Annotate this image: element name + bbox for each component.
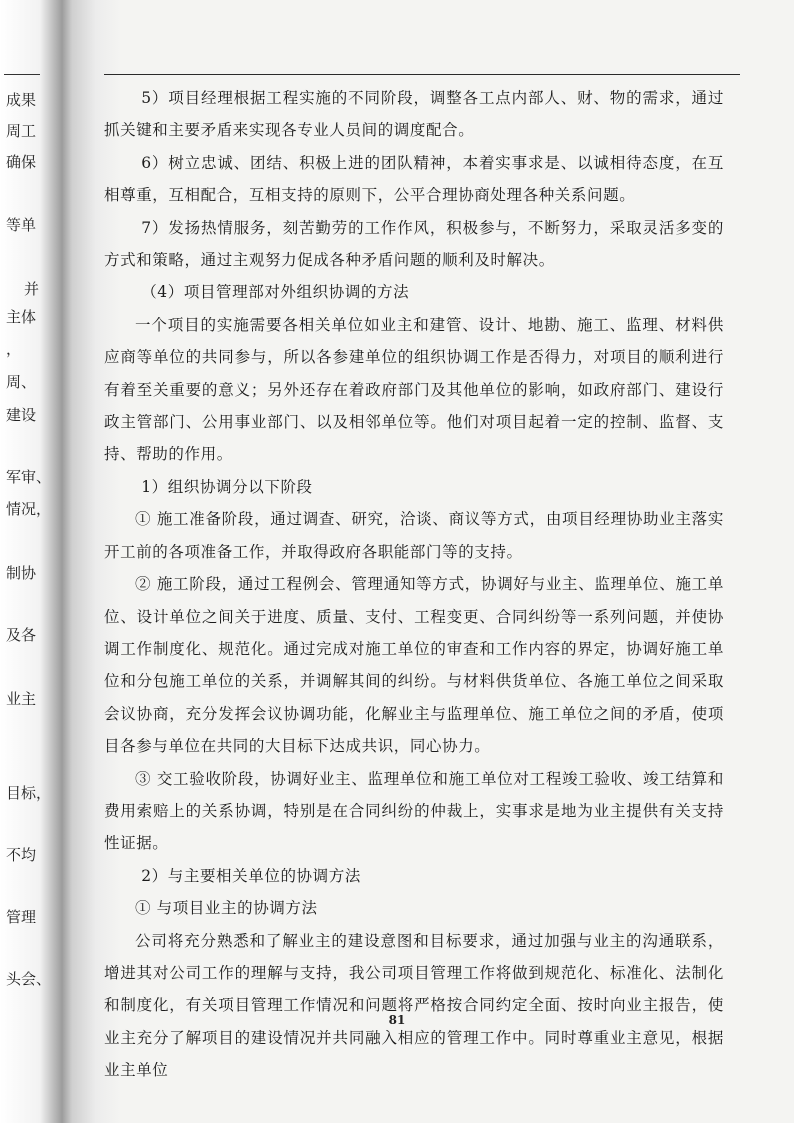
- section-heading: （4）项目管理部对外组织协调的方法: [141, 283, 410, 302]
- prev-fragment: 情况，: [6, 500, 52, 518]
- page-number: 81: [388, 1013, 406, 1027]
- prev-fragment: 不均: [6, 846, 37, 864]
- paragraph: ② 施工阶段，通过工程例会、管理通知等方式，协调好与业主、监理单位、施工单位、设计单位之间关于进度、质量、支付、工程变更、合同纠纷等一系列问题，并使协调工作制度化、规范化。通过完成对施工单位的审查和工作内容的界定，协调好施工单位和分包施工单位的关系，并调解其间的纠纷。与材料供货单位、各施工单位之间采取会议协商，充分发挥会议协调功能，化解业主与监理单位、施工单位之间的矛盾，使项目各参与单位在共同的大目标下达成共识，同心协力。: [104, 575, 724, 756]
- prev-fragment: 头会、: [6, 970, 52, 988]
- prev-fragment: 周、: [6, 373, 37, 391]
- prev-fragment: 等单: [6, 216, 37, 234]
- paragraph: 5）项目经理根据工程实施的不同阶段，调整各工点内部人、财、物的需求，通过抓关键和主要矛盾来实现各专业人员间的调度配合。: [104, 89, 724, 140]
- prev-fragment: 军审、: [6, 468, 52, 486]
- paragraph: 7）发扬热情服务，刻苦勤劳的工作作风，积极参与，不断努力，采取灵活多变的方式和策略，通过主观努力促成各种矛盾问题的顺利及时解决。: [104, 218, 724, 270]
- subsection-heading: 1）组织协调分以下阶段: [141, 477, 313, 496]
- prev-fragment: 建设: [6, 406, 37, 424]
- paragraph: ① 施工准备阶段，通过调查、研究，洽谈、商议等方式，由项目经理协助业主落实开工前的各项准备工作，并取得政府各职能部门等的支持。: [104, 510, 724, 561]
- prev-fragment: 目标，: [6, 784, 52, 802]
- prev-fragment: 并: [24, 280, 40, 298]
- header-rule: [104, 74, 740, 75]
- paragraph: ③ 交工验收阶段，协调好业主、监理单位和施工单位对工程竣工验收、竣工结算和费用索赔上的关系协调，特别是在合同纠纷的仲裁上，实事求是地为业主提供有关支持性证据。: [104, 769, 724, 853]
- paragraph: 公司将充分熟悉和了解业主的建设意图和目标要求，通过加强与业主的沟通联系，增进其对公司工作的理解与支持，我公司项目管理工作将做到规范化、标准化、法制化和制度化，有关项目管理工作情况和问题将严格按合同约定全面、按时向业主报告，使业主充分了解项目的建设情况并共同融入相应的管理工作中。同时尊重业主意见，根据业主单位: [104, 931, 724, 1080]
- prev-fragment: 业主: [6, 690, 37, 708]
- prev-fragment: 主体: [6, 308, 37, 326]
- subsection-heading: ① 与项目业主的协调方法: [135, 899, 318, 918]
- prev-fragment: 成果: [6, 91, 37, 109]
- previous-page-rule: [4, 74, 40, 75]
- paragraph: 一个项目的实施需要各相关单位如业主和建管、设计、地勘、施工、监理、材料供应商等单位的共同参与，所以各参建单位的组织协调工作是否得力，对项目的顺利进行有着至关重要的意义；另外还存在着政府部门及其他单位的影响，如政府部门、建设行政主管部门、公用事业部门、以及相邻单位等。他们对项目起着一定的控制、监督、支持、帮助的作用。: [104, 315, 724, 464]
- prev-fragment: 确保: [6, 153, 37, 171]
- paragraph: 6）树立忠诚、团结、积极上进的团队精神，本着实事求是、以诚相待态度，在互相尊重，互相配合，互相支持的原则下，公平合理协商处理各种关系问题。: [104, 153, 724, 205]
- prev-fragment: 制协: [6, 564, 37, 582]
- subsection-heading: 2）与主要相关单位的协调方法: [141, 866, 361, 885]
- previous-page-edge: [0, 0, 62, 1123]
- prev-fragment: 及各: [6, 626, 37, 644]
- prev-fragment: ，: [6, 340, 22, 358]
- body-text: [104, 82, 724, 1087]
- prev-fragment: 管理: [6, 908, 37, 926]
- prev-fragment: 周工: [6, 122, 37, 140]
